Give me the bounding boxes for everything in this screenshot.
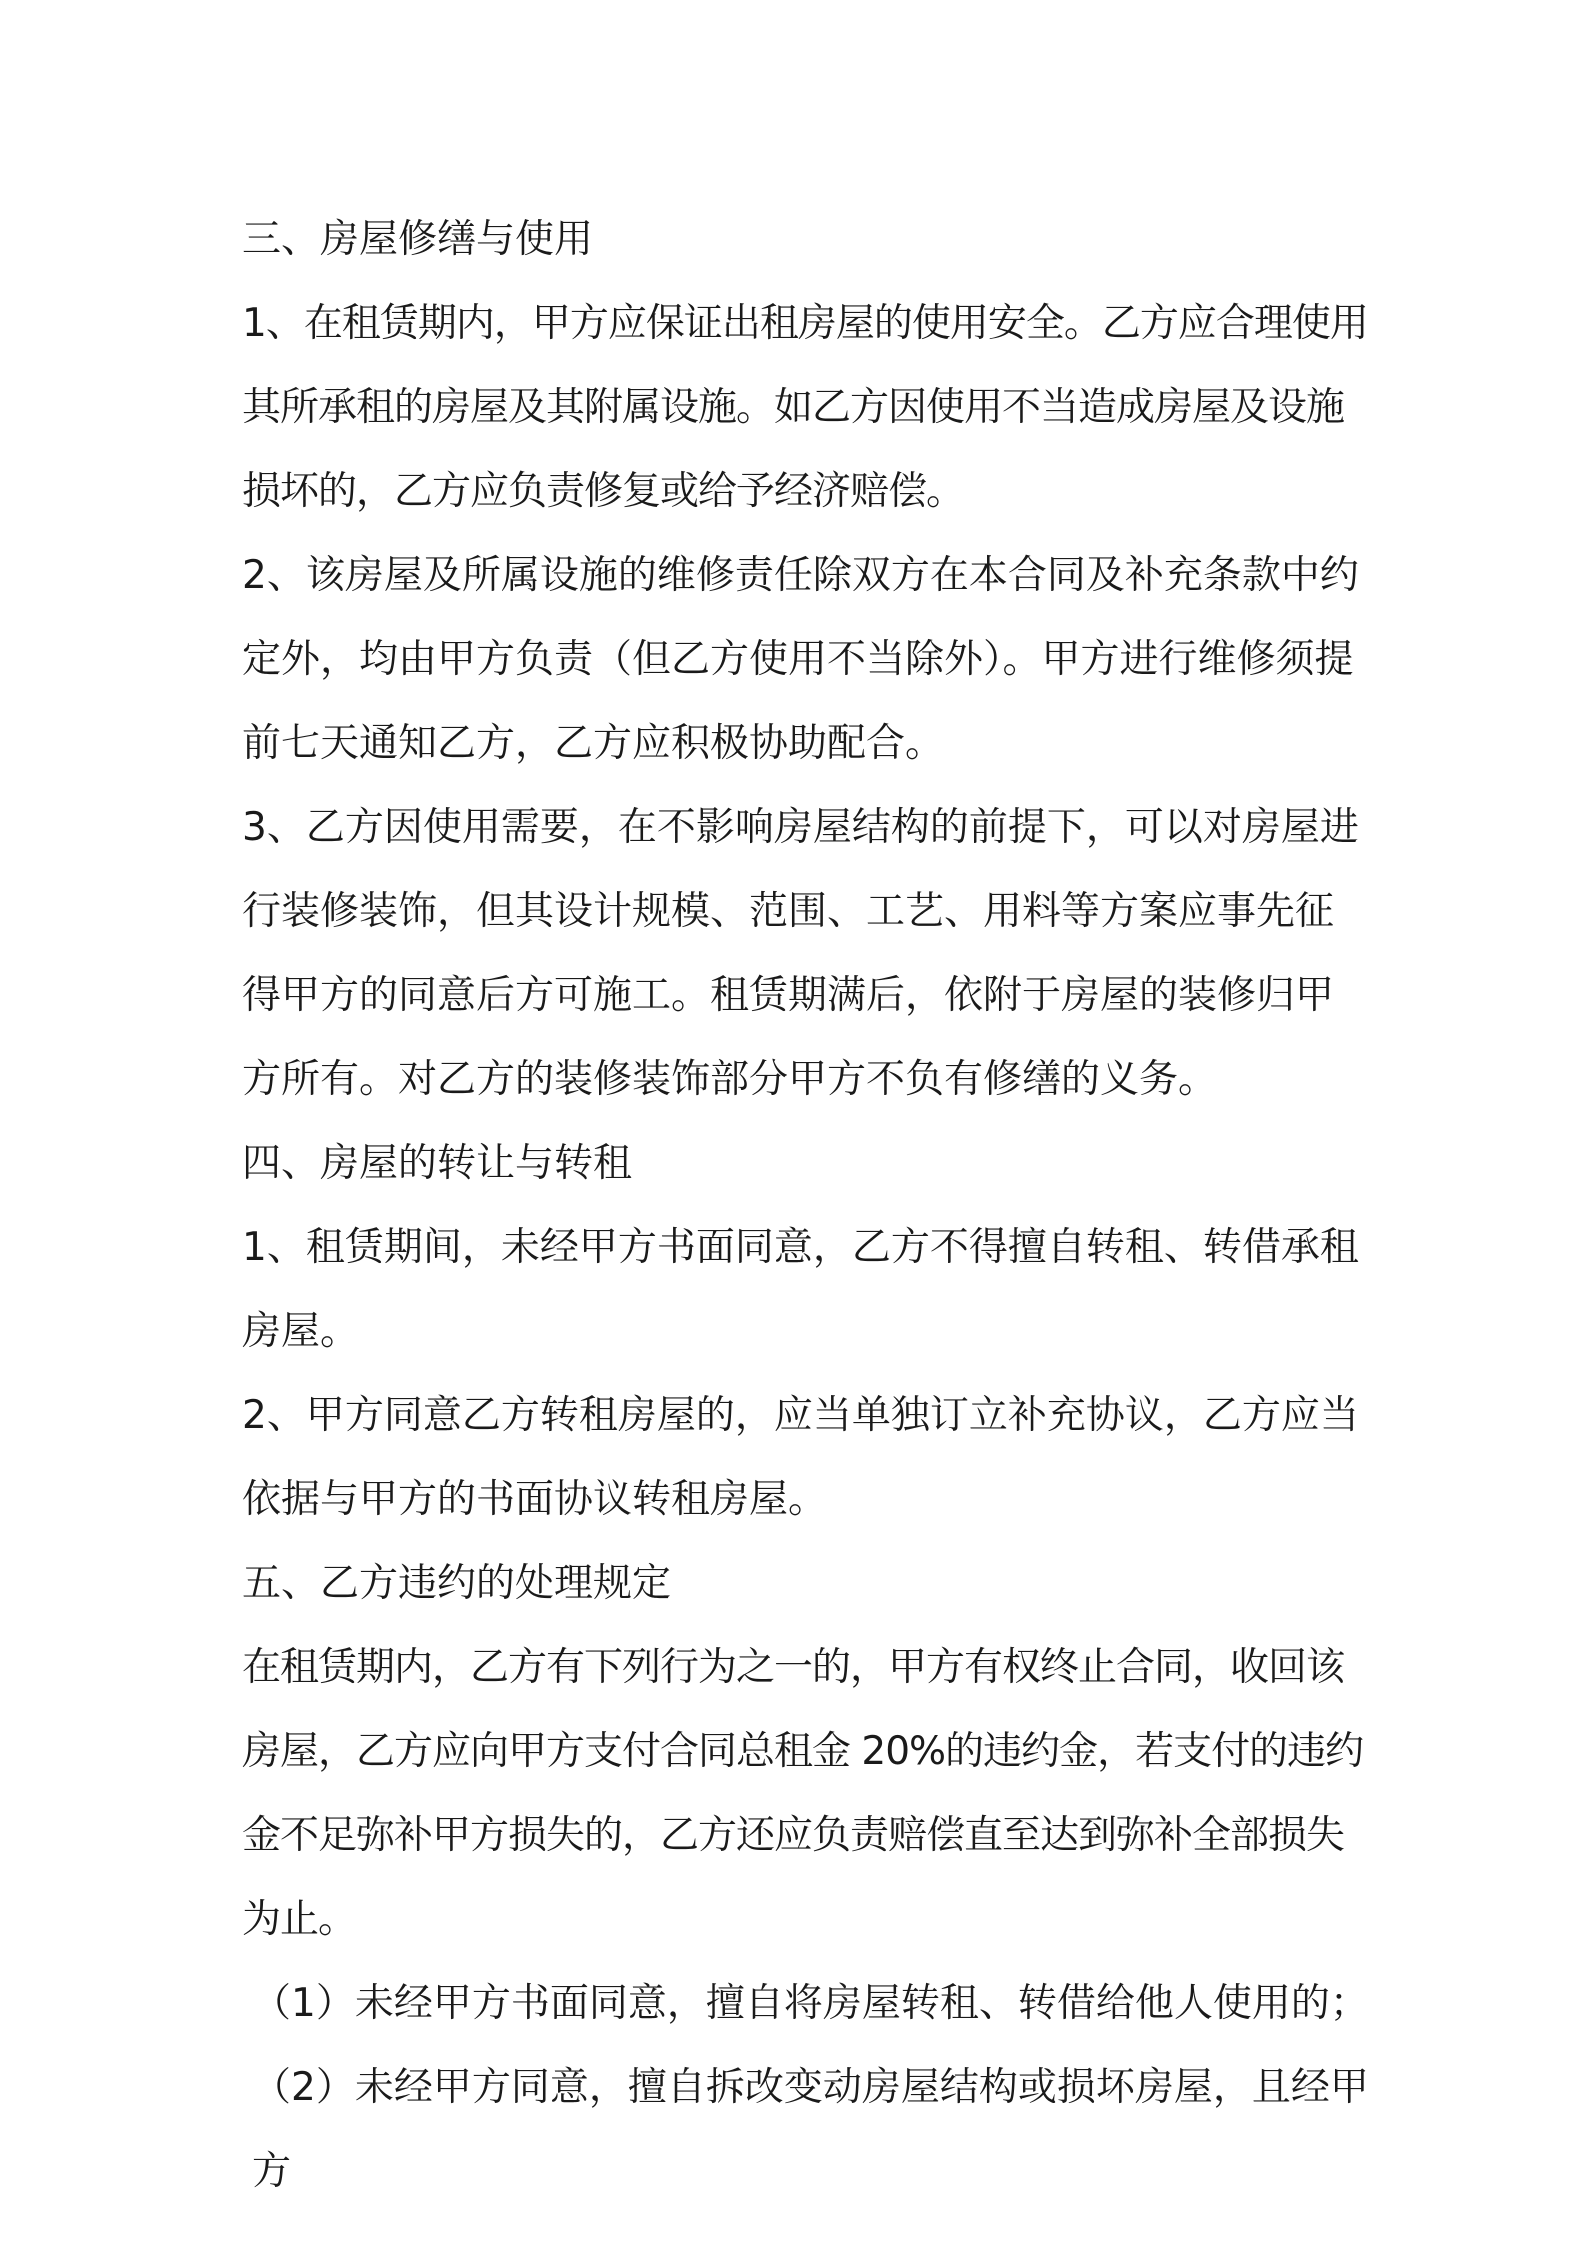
section-heading-3: 三、房屋修缮与使用: [242, 217, 594, 262]
clause-5-intro: 在租赁期内，乙方有下列行为之一的，甲方有权终止合同，收回该房屋，乙方应向甲方支付合同总租金 20%的违约金，若支付的违约金不足弥补甲方损失的，乙方还应负责赔偿直至达到弥补全部损失为止。: [242, 1645, 1364, 1942]
clause-5-item-1: （1）未经甲方书面同意，擅自将房屋转租、转借给他人使用的；: [252, 1981, 1369, 2026]
section-heading-4: 四、房屋的转让与转租: [242, 1141, 633, 1186]
clause-4-1: 1、租赁期间，未经甲方书面同意，乙方不得擅自转租、转借承租房屋。: [242, 1225, 1359, 1354]
document-body: [242, 198, 1372, 2214]
clause-3-3: 3、乙方因使用需要，在不影响房屋结构的前提下，可以对房屋进行装修装饰，但其设计规模、范围、工艺、用料等方案应事先征得甲方的同意后方可施工。租赁期满后，依附于房屋的装修归甲方所有。对乙方的装修装饰部分甲方不负有修缮的义务。: [242, 805, 1359, 1102]
clause-3-2: 2、该房屋及所属设施的维修责任除双方在本合同及补充条款中约定外，均由甲方负责（但乙方使用不当除外）。甲方进行维修须提前七天通知乙方，乙方应积极协助配合。: [242, 553, 1359, 766]
section-heading-5: 五、乙方违约的处理规定: [242, 1561, 672, 1606]
clause-5-item-2: （2）未经甲方同意，擅自拆改变动房屋结构或损坏房屋，且经甲方: [252, 2065, 1369, 2194]
clause-4-2: 2、甲方同意乙方转租房屋的，应当单独订立补充协议，乙方应当依据与甲方的书面协议转租房屋。: [242, 1393, 1359, 1522]
clause-3-1: 1、在租赁期内，甲方应保证出租房屋的使用安全。乙方应合理使用其所承租的房屋及其附属设施。如乙方因使用不当造成房屋及设施损坏的，乙方应负责修复或给予经济赔偿。: [242, 301, 1368, 514]
